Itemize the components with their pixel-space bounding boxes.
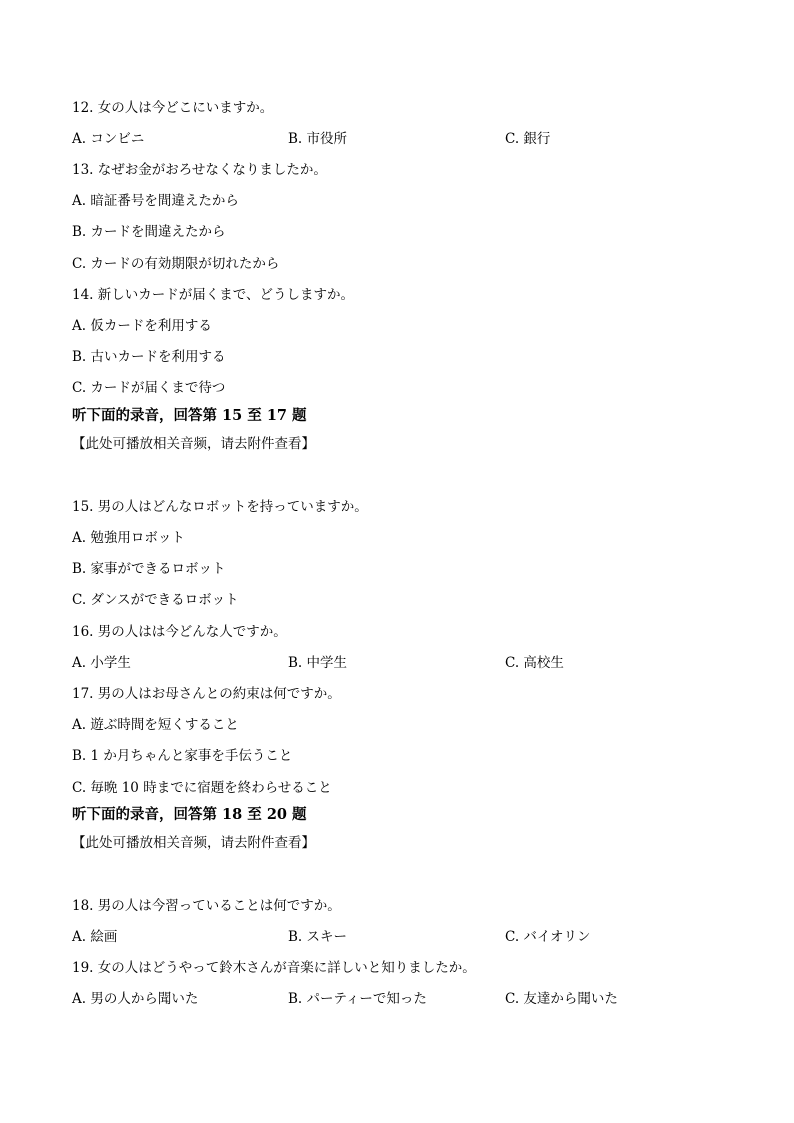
question-19: 19. 女の人はどうやって鈴木さんが音楽に詳しいと知りましたか。 (72, 960, 476, 976)
question-16: 16. 男の人はは今どんな人ですか。 (72, 624, 287, 640)
option-12-a: A. コンビニ (72, 131, 145, 147)
option-14-c: C. カードが届くまで待つ (72, 380, 226, 396)
option-19-c: C. 友達から聞いた (505, 991, 618, 1007)
question-17: 17. 男の人はお母さんとの約束は何ですか。 (72, 686, 341, 702)
option-15-a: A. 勉強用ロボット (72, 530, 185, 546)
options-row-12 (72, 130, 712, 148)
audio-note-15-17: 【此处可播放相关音频，请去附件查看】 (72, 436, 315, 452)
option-15-b: B. 家事ができるロボット (72, 561, 226, 577)
question-12: 12. 女の人は今どこにいますか。 (72, 100, 274, 116)
option-13-a: A. 暗証番号を間違えたから (72, 193, 239, 209)
option-18-a: A. 絵画 (72, 929, 118, 945)
option-16-a: A. 小学生 (72, 655, 131, 671)
option-17-a: A. 遊ぶ時間を短くすること (72, 717, 239, 733)
option-12-c: C. 銀行 (505, 131, 551, 147)
section-heading-15-17: 听下面的录音，回答第 15 至 17 题 (72, 407, 307, 424)
option-14-b: B. 古いカードを利用する (72, 349, 226, 365)
option-13-b: B. カードを間違えたから (72, 224, 226, 240)
question-13: 13. なぜお金がおろせなくなりましたか。 (72, 162, 327, 178)
options-row-18 (72, 928, 712, 946)
option-18-b: B. スキー (288, 929, 348, 945)
option-19-b: B. パーティーで知った (288, 991, 427, 1007)
option-17-b: B. 1 か月ちゃんと家事を手伝うこと (72, 748, 293, 764)
option-19-a: A. 男の人から聞いた (72, 991, 199, 1007)
options-row-16 (72, 654, 712, 672)
question-14: 14. 新しいカードが届くまで、どうしますか。 (72, 287, 354, 303)
option-17-c: C. 毎晩 10 時までに宿題を終わらせること (72, 780, 332, 796)
option-13-c: C. カードの有効期限が切れたから (72, 256, 280, 272)
question-15: 15. 男の人はどんなロボットを持っていますか。 (72, 499, 368, 515)
option-18-c: C. バイオリン (505, 929, 591, 945)
options-row-19 (72, 990, 712, 1008)
option-16-b: B. 中学生 (288, 655, 348, 671)
question-18: 18. 男の人は今習っていることは何ですか。 (72, 898, 341, 914)
option-16-c: C. 高校生 (505, 655, 564, 671)
option-15-c: C. ダンスができるロボット (72, 592, 239, 608)
audio-note-18-20: 【此处可播放相关音频，请去附件查看】 (72, 835, 315, 851)
section-heading-18-20: 听下面的录音，回答第 18 至 20 题 (72, 806, 307, 823)
option-14-a: A. 仮カードを利用する (72, 318, 212, 334)
option-12-b: B. 市役所 (288, 131, 348, 147)
